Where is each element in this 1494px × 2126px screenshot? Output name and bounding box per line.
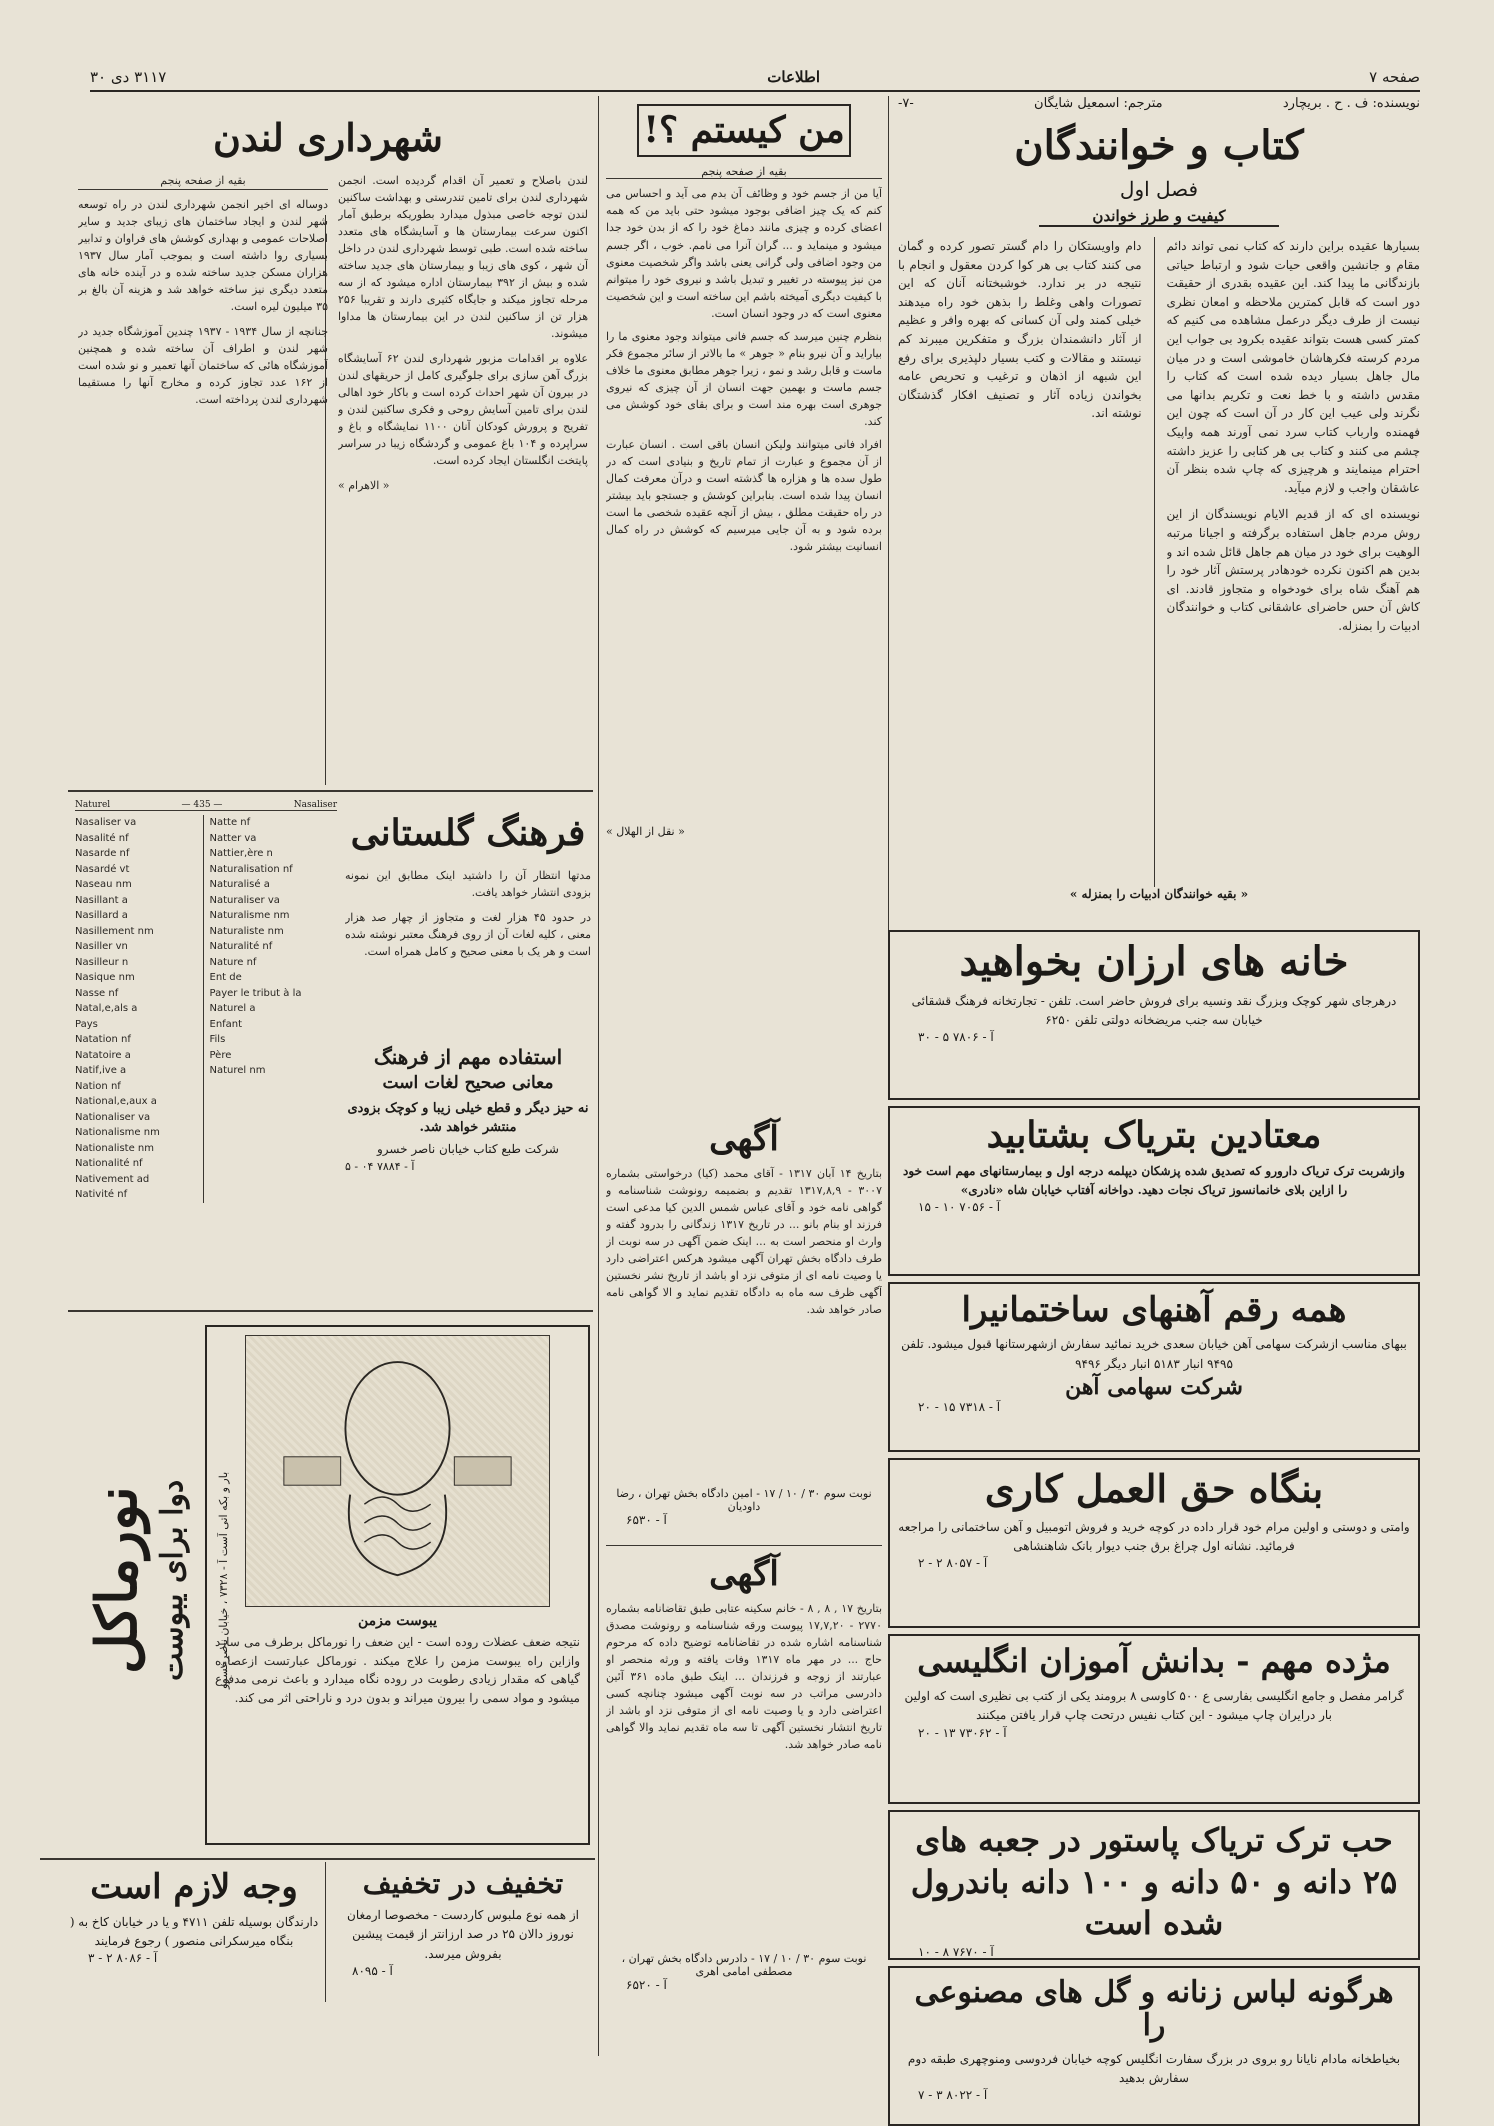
ad-title: خانه های ارزان بخواهید [959,938,1349,985]
ad-womens-clothing: هرگونه لباس زنانه و گل های مصنوعی را بخیاطخانه مادام نایانا رو بروی در بزرگ سفارت انگلیس کوچه خیابان فردوسی ومنوچهری طبقه دوم سفارش بدهید آ - ۸۰۲۲ ۳ - ۷ [888,1966,1420,2126]
article-who-am-i [606,96,882,839]
dictionary-entry: Nasardé vt [75,863,130,875]
ad-funds-needed: وجه لازم است دارندگان بوسیله تلفن ۴۷۱۱ و یا در خیابان کاخ به ( بنگاه میرسکرانی منصور ) رجوع فرمایند آ - ۸۰۸۶ ۲ - ۳ [69,1867,319,1966]
ad-cheap-houses: خانه های ارزان بخواهید درهرجای شهر کوچک وبزرگ نقد ونسیه برای فروش حاضر است. تلفن - تجارتخانه فرهنگ قشقائی خیابان سه جنب مریضخانه دولتی تلفن ۶۲۵۰ آ - ۷۸۰۶ ۵ - ۳۰ [888,930,1420,1100]
legal-notice-1: آگهی بتاریخ ۱۴ آبان ۱۳۱۷ - آقای محمد (کیا) درخواستی بشماره ۳۰۰۷ - ۱۳۱۷,۸,۹ تقدیم و بضمیمه رونوشت شناسنامه و گواهی نامه خود و آقای عباس شمس الدین کیا مدعی است فرزند او بنام بانو ... در تاریخ ۱۳۱۷ زندگانی را بدرود گفته و وارث او منحصر است به ... اینک ضمن آگهی در سه نوبت از طرف دادگاه بخش تهران آگهی میشود هرکس اعتراضی دارد یا وصیت نامه ای از متوفی نزد او باشد از تاریخ نشر نخستین آگهی ظرف سه ماه به دادگاه تقدیم نماید و الا گواهی نامه صادر خواهد شد. نوبت سوم ۳۰ / ۱۰ / ۱۷ - امین دادگاه بخش تهران ، رضا داودیان آ - ۶۵۳۰ [606,1119,882,1528]
ad-title: حب ترک تریاک پاستور در جعبه های ۲۵ دانه و ۵۰ دانه و ۱۰۰ دانه باندرول شده است [910,1821,1398,1943]
dictionary-entry: Nasillement nm [75,925,154,937]
page-mark: -۷- [898,96,914,111]
ad-title: معتادین بتریاک بشتابید [986,1114,1322,1156]
dictionary-entry: Naturel a [209,1003,256,1014]
article-books-readers [898,96,1420,926]
product-tagline: دوا برای یبوست [155,1479,190,1681]
dictionary-entry: Nationaliste nm [75,1142,154,1154]
dictionary-entry: Nation nf [75,1080,121,1092]
dictionary-entry: Nativité nf [75,1189,128,1200]
section-rule [68,1310,593,1312]
article-body: بسیارها عقیده براین دارند که کتاب نمی تواند دائم مقام و جانشین واقعی حیات شود و ارتباط حیاتی بازندگانی ما پیدا کند. این عقیده بقدری از حقیقت دور است که قابل کمترین ملاحظه و امعان نظری نیست از طرف دیگر درعمل مشاهده می کنیم که کمتر کسی هست بتواند عقیده بکرود بی جواب این مردم کرسته فکرهاشان خاموشی است و در میان مال جاهل بسیار دیده شده است که کتاب را مقدس داشته و با خط نعت و تکریم بدانها می نگرند ولی عیب این کار در آن است که چون این فهمنده وارباب کتاب سرد نمی آورند همه واپیک چشم می کنند و کتاب بی هر کتابی را عزیز داشته احترام مینمایند و هرچیزی که چاپ شده بنظر آن عاشقان واجب و لازم میآید. نویسنده ای که از قدیم الایام نویسندگان از این روش مردم جاهل استفاده برگرفته و اجیانا مرتبه الوهیت برای خود در میان هم جاهل قائل شده اند و بدین هم اکنون نکرده خودهادر پرستش آثار خود را هم آهنگ شاه برای خودخواه و متجاوز قادند. ای کاش آن حس حاضرای عاشقانی کتاب و خوانندگان ادبیات را بمنزله. [1166,239,1420,633]
product-note: بار و بکه اتی آست آ - ۷۳۲۸ ، خیابان ناصرخسرو [217,1471,230,1689]
dictionary-entry: Natif,ive a [75,1065,127,1076]
ad-title: تخفیف در تخفیف [362,1867,564,1900]
notice-text: بتاریخ ۱۷ , ۸ , ۸ - خانم سکینه عتابی طبق تقاضانامه بشماره ۲۷۷۰ - ۱۷,۷,۲۰ پیوست ورقه شناسنامه و رونوشت مصدق شناسنامه اشاره شده در تقاضانامه توضیح داده که مرحوم حاج ... در مهر ماه ۱۳۱۷ وفات یافته و ورثه منحصر او عبارتند از زوجه و فرزندان ... اینک طبق ماده ۳۶۱ آئین دادرسی مراتب در سه نوبت آگهی میشود چنانچه کسی اعتراضی دارد و یا وصیت نامه ای از متوفی نزد او باشد از تاریخ انتشار نخستین آگهی تا سه ماه تقدیم نماید والا گواهی نامه صادر خواهد شد. [606,1602,882,1752]
dictionary-entry: Nasillard a [75,910,128,921]
notice-text: بتاریخ ۱۴ آبان ۱۳۱۷ - آقای محمد (کیا) درخواستی بشماره ۳۰۰۷ - ۱۳۱۷,۸,۹ تقدیم و بضمیمه رونوشت شناسنامه و گواهی نامه خود و آقای عباس شمس الدین کیا مدعی است فرزند او بنام بانو ... در تاریخ ۱۳۱۷ زندگانی را بدرود گفته و وارث او منحصر است به ... اینک ضمن آگهی در سه نوبت از طرف دادگاه بخش تهران آگهی میشود هرکس اعتراضی دارد یا وصیت نامه ای از متوفی نزد او باشد از تاریخ نشر نخستین آگهی ظرف سه ماه به دادگاه تقدیم نماید و الا گواهی نامه صادر خواهد شد. [606,1167,882,1317]
ad-discount: تخفیف در تخفیف از همه نوع ملبوس کاردست - مخصوصا ارمغان نوروز دالان ۲۵ در صد ارزانتر از قیمت پیشین بفروش میرسد. آ - ۸۰۹۵ [332,1868,594,1998]
chapter-label: فصل اول [1119,177,1199,201]
ad-title: فرهنگ گلستانی [350,812,586,854]
page-number: صفحه ۷ [1369,68,1420,86]
dictionary-entry: Natation nf [75,1034,131,1045]
ad-normacol-vertical [40,1320,230,1850]
dictionary-entry: Naseau nm [75,879,132,890]
column-rule [325,1862,326,2002]
dictionary-entry: Naturalisation nf [209,863,293,875]
masthead: اطلاعات [767,68,820,86]
ad-pasteur-pills: حب ترک تریاک پاستور در جعبه های ۲۵ دانه و ۵۰ دانه و ۱۰۰ دانه باندرول شده است آ - ۷۶۷۰ ۸ - ۱۰ [888,1810,1420,1960]
article-london [68,96,588,786]
ad-title: مژده مهم - بدانش آموزان انگلیسی [917,1642,1391,1680]
issue-date: ۳۱۱۷ دی ۳۰ [90,68,167,86]
article-title: کتاب و خوانندگان [1014,122,1304,169]
dictionary-entry: Naturaliste nm [209,925,284,937]
dictionary-entry: Enfant [209,1018,243,1030]
ad-text: نتیجه ضعف عضلات روده است - این ضعف را نورماکل برطرف می سازد وازاین راه یبوست مزمن را علاج میکند . نورماکل عبارتست ازعصاره گیاهی که مقدار زیادی رطوبت در روده نگاه میدارد و باعث نرمی مدفوع میشود و مواد سمی را بیرون میراند و بدون درد و ناراحتی اثر می کند. [215,1635,580,1705]
article-body: لندن باصلاح و تعمیر آن اقدام گردیده است. انجمن شهرداری لندن برای تامین تندرستی و بهداشت ساکنین لندن توجه خاصی مبذول میدارد بطوریکه برطبق آمار اکنون سرعت بیمارستان ها و آسایشگاه های متعدد ساخته شده است. طبی توسط شهرداری لندن در داخل آن شهر ، کوی های زیبا و بیمارستان های جدید ساخته شده و بیش از ۳۹۲ بیمارستان اداره میشود که از سه مرحله تجاوز میکند و جایگاه کثیری دارند و تقریبا ۲۵۶ هزار تن از ساکنین لندن در این بیمارستان ها مداوا میشوند. علاوه بر اقدامات مزبور شهرداری لندن ۶۲ آسایشگاه بزرگ آهن سازی برای جلوگیری کامل از حریقهای لندن در بیرون آن شهر احداث کرده است و باکار خود اهالی لندن برای تامین آسایش روحی و فکری ساکنین لندن و تفریح و پرورش کودکان آنان ۱۱۰۰ نمایشگاه و باغ و سراپرده و ۱۰۴ باغ عمومی و گردشگاه زیبا در سراسر پایتخت انگلستان ایجاد کرده است. « الاهرام » [338,173,588,493]
dictionary-entry: Ent de [209,972,242,983]
dictionary-entry: Naturalisé a [209,879,270,890]
ad-caption: یبوست مزمن [357,1613,438,1629]
dictionary-entry: Nasarde nf [75,848,130,859]
column-rule [888,96,889,956]
dictionary-entry: National,e,aux a [75,1096,157,1107]
article-title: من کیستم ؟! [637,104,851,157]
dictionary-entry: Nasique nm [75,972,135,983]
dictionary-entry: Nationalisme nm [75,1127,160,1138]
dictionary-entry: Pays [75,1018,98,1030]
dictionary-entry: Nattier,ère n [209,848,273,859]
anatomy-illustration [245,1335,550,1607]
dictionary-header: Nasaliser — 435 — Naturel [75,800,337,810]
dictionary-column [75,815,204,1203]
continued-note: « بقیه خوانندگان ادبیات را بمنزله » [1069,887,1249,901]
section-rule [40,1858,595,1860]
source-note: « نقل از الهلال » [606,825,685,839]
dictionary-entry: Nature nf [209,956,257,968]
dictionary-entry: Nasaliser va [75,817,137,828]
column-rule [598,96,599,2056]
dictionary-column [210,815,338,1203]
section-rule [68,790,593,792]
dictionary-entry: Nasiller vn [75,941,128,952]
column-rule [1154,237,1155,887]
dictionary-entry: Nativement ad [75,1173,150,1185]
dictionary-entry: Nasalité nf [75,832,129,844]
ad-title: وجه لازم است [90,1867,298,1907]
dictionary-entry: Nasse nf [75,987,119,999]
legal-notice-2: آگهی بتاریخ ۱۷ , ۸ , ۸ - خانم سکینه عتابی طبق تقاضانامه بشماره ۲۷۷۰ - ۱۷,۷,۲۰ پیوست ورقه شناسنامه و رونوشت مصدق شناسنامه اشاره شده در تقاضانامه توضیح داده که مرحوم حاج ... در مهر ماه ۱۳۱۷ وفات یافته و ورثه منحصر او عبارتند از زوجه و فرزندان ... اینک طبق ماده ۳۶۱ آئین دادرسی مراتب در سه نوبت آگهی میشود چنانچه کسی اعتراضی دارد و یا وصیت نامه ای از متوفی نزد او باشد از تاریخ انتشار نخستین آگهی تا سه ماه تقدیم نماید والا گواهی نامه صادر خواهد شد. نوبت سوم ۳۰ / ۱۰ / ۱۷ - دادرس دادگاه بخش تهران ، مصطفی امامی اهری آ - ۶۵۲۰ [606,1554,882,1993]
dictionary-entry: Nationalité nf [75,1158,143,1169]
dictionary-entry: Naturel nm [209,1065,266,1076]
article-title: شهرداری لندن [212,115,444,160]
ad-title: بنگاه حق العمل کاری [984,1466,1324,1511]
ad-english-students: مژده مهم - بدانش آموزان انگلیسی گرامر مفصل و جامع انگلیسی بفارسی ع ۵۰۰ کاوسی ۸ برومند یکی از کتب بی نظیری است که اولین بار درایران چاپ میشود - این کتاب نفیس درتحت چاپ قرار یافتن میکنند آ - ۷۳۰۶۲ ۱۳ - ۲۰ [888,1634,1420,1804]
dictionary-entry: Naturalisme nm [209,910,290,921]
translator-line: مترجم: اسمعیل شایگان [1034,96,1163,111]
notice-title: آگهی [709,1554,779,1594]
intestine-illustration [246,1336,549,1606]
article-body: آیا من از جسم خود و وظائف آن بدم می آید و احساس می کنم که یک چیز اضافی بوجود میشود حتی باید من که همه اعضای کرده و چیزی مانند دماغ خود را که از بدن خود جدا میشود و مینماید و ... گران آنرا می نامم. خوب ، اگر جسم من وجود اضافی ولی گرانی یعنی باشد واگر شخصیت معنوی من نیز پیوسته در تغییر و تبدیل باشد و نیروی خود را میتوانم با کیفیت دیگری آمیخته باشم این ساخته است و این شخصیت معنوی است که در وجود انسان است. بنظرم چنین میرسد که جسم فانی میتواند وجود معنوی ما را بیاراید و آن نیرو بنام « جوهر » ما بالاتر از سائر مجموع فکر ماست و قابل رشد و نمو ، زیرا جوهر مطابق معنوی ما خلاف جسم ماست و بهمین جهت انسان از آن چیزی که نیروی جوهری است بهره مند است و برای بقای خود کوشش می کند. افراد فانی میتوانند ولیکن انسان باقی است . انسان عبارت از آن مجموع و عبارت از تمام تاریخ و بنیادی است که در طول سده ها و هزاره ها گذشته است و درآن معرفت کمال انسان پیدا شده است. بنابراین کوشش و جستجو باید بیشتر در راه حقیقت مطلق ، بیش از آنچه عقیده شخصی ما است برده شود و به آن جایی میرسیم که کوشش در راه کمال انسانیت بیشتر شود. [606,187,882,554]
dictionary-entry: Naturalité nf [209,941,273,952]
article-subtitle: کیفیت و طرز خواندن [1039,207,1279,227]
dictionary-entry: Payer le tribut à la [209,987,302,999]
ad-normacol [205,1325,590,1845]
page-header [90,62,1420,92]
product-name: نورماکل [84,1486,150,1674]
ad-title: هرگونه لباس زنانه و گل های مصنوعی را [914,1975,1394,2043]
continued-from: بقیه از صفحه پنجم [606,165,882,179]
dictionary-excerpt [75,800,337,1310]
dictionary-entry: Nasillant a [75,894,128,906]
dictionary-entry: Naturaliser va [209,894,280,906]
classified-ads [888,930,1420,2103]
ad-opium-treatment: معتادین بتریاک بشتابید وازشربت ترک تریاک دارورو که تصدیق شده پزشکان دیپلمه درجه اول و بیمارستانهای مهم است خود را ازاین بلای خانمانسوز تریاک نجات دهید. دواخانه آفتاب خیابان شاه «نادری» آ - ۷۰۵۶ ۱۰ - ۱۵ [888,1106,1420,1276]
ad-title: همه رقم آهنهای ساختمانیرا [961,1290,1347,1330]
ad-commission-agency: بنگاه حق العمل کاری وامتی و دوستی و اولین مرام خود قرار داده در کوچه خرید و فروش اتومبیل و آهن ساختمانی را مراجعه فرمائید. نشانه اول چراغ برق جنب دیوار بانک شاهنشاهی آ - ۸۰۵۷ ۲ - ۲ [888,1458,1420,1628]
dictionary-entry: Nasilleur n [75,956,129,968]
dictionary-entry: Natter va [209,832,257,844]
ad-iron-materials: همه رقم آهنهای ساختمانیرا ببهای مناسب ازشرکت سهامی آهن خیابان سعدی خرید نمائید سفارش ازشهرستانها قبول میشود. تلفن ۹۴۹۵ انبار ۵۱۸۳ انبار دیگر ۹۴۹۶ شرکت سهامی آهن آ - ۷۳۱۸ ۱۵ - ۲۰ [888,1282,1420,1452]
dictionary-entry: Fils [209,1034,226,1045]
dictionary-entry: Nationaliser va [75,1111,151,1123]
article-body: بقیه از صفحه پنجم دوساله ای اخیر انجمن شهرداری لندن در راه توسعه شهر لندن و ایجاد ساختمان های زیبای جدید و سایر اصلاحات عمومی و بهداری کوشش های فراوان و تدابیر بسیاری روا داشته است و بموجب آمار سال ۱۹۳۷ هزاران مسکن جدید ساخته شده و در آینده خانه های متعدد دیگری نیز ساخته خواهد شد و هزینه آن بالغ بر ۳۵ میلیون لیره است. جنانچه از سال ۱۹۳۴ - ۱۹۳۷ چندین آموزشگاه جدید در شهر لندن و اطراف آن ساخته شده و همچنین آموزشگاه هائی که ساختمان آنها تعمیر و نو شده است از ۱۶۲ عدد تجاوز کرده و مخارج آنها را مستقیما شهرداری لندن پرداخته است. [78,173,328,407]
notice-title: آگهی [709,1119,779,1159]
dictionary-entry: Père [209,1049,232,1061]
author-line: نویسنده: ف . ح . بریچارد [1282,96,1420,111]
dictionary-entry: Natte nf [209,817,251,828]
ad-culture-dictionary: فرهنگ گلستانی مدتها انتظار آن را داشتید اینک مطابق این نمونه بزودی انتشار خواهد یافت. در حدود ۴۵ هزار لغت و متجاوز از چهار صد هزار معنی ، کلیه لغات آن از روی فرهنگ معتبر نوشته شده است و هر یک با معنی صحیح و کامل همراه است. استفاده مهم از فرهنگ معانی صحیح لغات است نه حیز دیگر و قطع خیلی زیبا و کوچک بزودی منتشر خواهد شد. شرکت طبع کتاب خیابان ناصر خسرو آ - ۷۸۸۴ ۰۴ - ۵ [345,812,591,1173]
article-body: دام واویستکان را دام گستر تصور کرده و گمان می کنند کتاب بی هر کوا کردن معقول و انجام با نتیجه در بر ندارد. خوشبختانه آنان که این تصورات واهی وغلط را بذهن خود راه میدهند خیلی کمند ولی آن کسانی که بهره وافر و عظیم از آثار دانشمندان بزرگ و متفکرین میبرند کم نیستند و مقالات و کتب بسیار دلپذیری برای رفع این شبهه از اذهان و ترغیب و تحریص عامه بخواندن زیاده آثار و تصنیف افکار گذشتگان نوشته اند. [898,239,1142,421]
dictionary-entry: Natal,e,als a [75,1003,138,1014]
section-rule [606,1545,882,1546]
dictionary-entry: Natatoire a [75,1049,131,1061]
